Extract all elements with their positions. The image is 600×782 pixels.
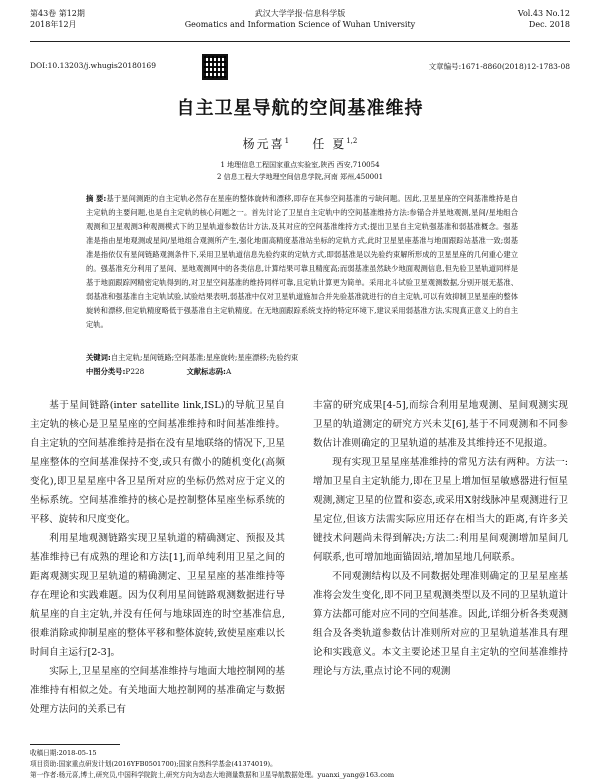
footnote-received: 收稿日期:2018-05-15 bbox=[30, 749, 97, 757]
header-divider bbox=[30, 41, 570, 42]
author-1: 杨元喜 bbox=[242, 137, 285, 151]
header-journal bbox=[30, 8, 570, 30]
keywords bbox=[86, 351, 518, 365]
header-date: 2018年12月 bbox=[30, 20, 77, 29]
header-date-en: Dec. 2018 bbox=[528, 20, 570, 29]
body-column-left bbox=[30, 396, 285, 719]
body-paragraph: 基于星间链路(inter satellite link,ISL)的导航卫星自主定轨的核心是卫星星座的空间基准维持和时间基准维持。自主定轨的空间基准维持是指在没有星地联络的情况下,卫星星座整体的空间基准保持不变,或只有微小的随机变化(高频变化),即卫星星座中各卫星所对应的坐标仍然对应于定义的坐标系统。空间基准维持的核心是控制整体星座坐标系统的平移、旋转和尺度变化。 bbox=[30, 400, 285, 525]
paper-title: 自主卫星导航的空间基准维持 bbox=[176, 98, 424, 119]
header-volume: 第43卷 第12期 bbox=[30, 9, 85, 18]
header-volume-en: Vol.43 No.12 bbox=[517, 9, 570, 18]
running-header bbox=[30, 8, 570, 48]
abstract-label: 摘 要: bbox=[86, 194, 107, 203]
journal-name-cn: 武汉大学学报·信息科学版 bbox=[254, 9, 346, 18]
footnotes bbox=[30, 748, 570, 781]
affiliation-1: 1 地理信息工程国家重点实验室,陕西 西安,710054 bbox=[220, 161, 380, 169]
journal-name-en: Geomatics and Information Science of Wuhan University bbox=[184, 20, 416, 29]
author-2-affiliation: 1,2 bbox=[346, 137, 358, 145]
header-volume-info-en bbox=[518, 8, 570, 30]
clc-value: P228 bbox=[125, 367, 145, 376]
author-line bbox=[0, 135, 600, 152]
keywords-text: 自主定轨;星间链路;空间基准;星座旋转;星座漂移;先验约束 bbox=[110, 353, 299, 362]
body-paragraph: 丰富的研究成果[4-5],而综合利用星地观测、星间观测实现卫星的轨道测定的研究方兴未艾[6],基于不同观测和不同参数估计准则确定的卫星轨道的基准及其维持还不见报道。 bbox=[313, 400, 568, 449]
doi: DOI:10.13203/j.whugis20180169 bbox=[30, 61, 156, 70]
author-1-affiliation: 1 bbox=[284, 137, 290, 145]
body-paragraph: 不同观测结构以及不同数据处理准则确定的卫星星座基准将会发生变化,即不同卫星观测类型以及不同的卫星轨道计算方法都可能对应不同的空间基准。因此,详细分析各类观测组合及各类轨道参数估计准则所对应的卫星轨道基准具有理论和实践意义。本文主要论述卫星自主定轨的空间基准维持理论与方法,重点讨论不同的观测 bbox=[313, 571, 568, 677]
keywords-label: 关键词: bbox=[86, 353, 111, 362]
body-paragraph: 利用星地观测链路实现卫星轨道的精确测定、预报及其基准维持已有成熟的理论和方法[1],而单纯利用卫星之间的距离观测实现卫星轨道的精确测定、卫星星座的基准维持等存在理论和实践难题。因为仅利用星间链路观测数据进行导航星座的自主定轨,并没有任何与地球固连的时空基准信息,很难消除或抑制星座的整体平移和整体旋转,致使星座难以长时间自主运行[2-3]。 bbox=[30, 533, 285, 658]
footnote-funding: 项目资助:国家重点研发计划(2016YFB0501700);国家自然科学基金(41374019)。 bbox=[30, 760, 277, 768]
article-meta bbox=[30, 61, 570, 73]
abstract-text: 基于星间测距的自主定轨必然存在星座的整体旋转和漂移,即存在其参空间基准的亏缺问题。因此,卫星星座的空间基准维持是自主定轨的主要问题,也是自主定轨的核心问题之一。首先讨论了卫星自主定轨中的空间基准维持方法:参锚合并星地观测,星间/星地组合观测和卫星观测3种观测模式下的卫星轨道参数估计方法,及其对应的空间基准维持方式;提出卫星自主定轨强基准和弱基准概念。强基准是指由星地观测或星间/星地组合观测所产生,强化地面高精度基准站坐标的定轨方式,此时卫星星座基准与地面跟踪站基准一致;弱基准是指依仅有星间链路观测条件下,采用卫星轨道信息先验约束的定轨方式,即弱基准是以先验约束解所形成的卫星星座的几何重心建立的。强基准充分利用了星间、星地观测网中的各类信息,计算结果可靠且精度高;而弱基准虽然缺少地面观测信息,但先验卫星轨道同样是基于地面跟踪网精密定轨得到的,对卫星空间基准的维持同样可靠,且定轨计算更为简单。采用北斗试验卫星观测数据,分别开展无基准、弱基准和强基准自主定轨试验,试验结果表明,弱基准中仅对卫星轨道施加合并先验基准就进行的自主定轨,可以有效抑制卫星星座的整体旋转和漂移,但定轨精度略低于强基准自主定轨精度。在无地面跟踪系统支持的特定环境下,建议采用弱基准方法,实现真正意义上的自主定轨。 bbox=[86, 194, 518, 329]
body-column-right bbox=[313, 396, 568, 681]
qr-code-icon bbox=[202, 54, 228, 80]
body-paragraph: 实际上,卫星星座的空间基准维持与地面大地控制网的基准维持有相似之处。有关地面大地控制网的基准确定与数据处理方法问的关系已有 bbox=[30, 666, 285, 715]
footnote-divider bbox=[30, 744, 120, 745]
body-paragraph: 现有实现卫星星座基准维持的常见方法有两种。方法一:增加卫星自主定轨能力,即在卫星上增加恒星敏感器进行恒星观测,测定卫星的位置和姿态,或采用X射线脉冲星观测进行卫星定位,但该方法需实际应用还存在相当大的距离,有许多关键技术问题尚未得到解决;方法二:利用星间观测增加星间几何联系,也可增加地面锚固站,增加星地几何联系。 bbox=[313, 457, 568, 563]
article-number: 文章编号:1671-8860(2018)12-1783-08 bbox=[428, 62, 570, 71]
author-2: 任 夏 bbox=[312, 137, 347, 151]
abstract bbox=[86, 192, 518, 332]
affiliation-2: 2 信息工程大学地理空间信息学院,河南 郑州,450001 bbox=[216, 173, 384, 181]
doc-code-value: A bbox=[225, 367, 232, 376]
doc-code-label: 文献标志码: bbox=[186, 367, 226, 376]
footnote-author: 第一作者:杨元喜,博士,研究员,中国科学院院士,研究方向为动态大地测量数据和卫星导航数据处理。yuanxi_yang@163.com bbox=[30, 771, 395, 779]
classification bbox=[86, 365, 518, 379]
clc-label: 中图分类号: bbox=[86, 367, 126, 376]
